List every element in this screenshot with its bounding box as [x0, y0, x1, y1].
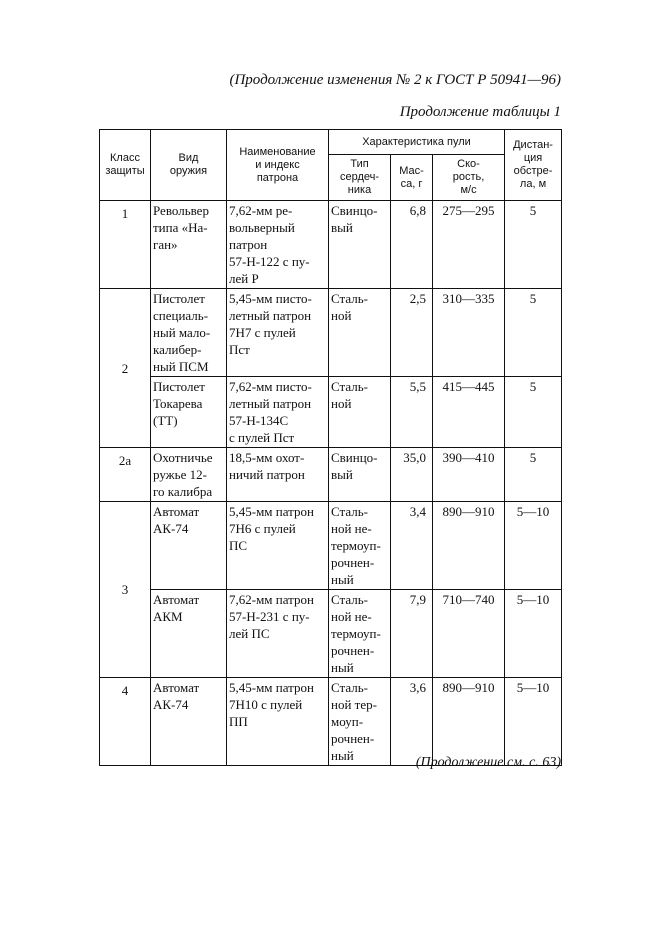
speed-cell: 310—335 — [433, 289, 505, 377]
cartridge-cell: 5,45-мм патрон 7Н10 с пулей ПП — [227, 678, 329, 766]
distance-cell: 5 — [505, 201, 562, 289]
table-header — [100, 130, 562, 201]
core-cell: Сталь- ной тер- моуп- рочнен- ный — [329, 678, 391, 766]
speed-cell: 890—910 — [433, 502, 505, 590]
table-row — [100, 502, 562, 590]
speed-cell: 390—410 — [433, 448, 505, 502]
cartridge-cell: 7,62-мм ре- вольверный патрон 57-Н-122 с пу- лей Р — [227, 201, 329, 289]
mass-cell: 3,4 — [391, 502, 433, 590]
core-cell: Сталь- ной не- термоуп- рочнен- ный — [329, 502, 391, 590]
class-cell: 2 — [100, 289, 151, 448]
table-row — [100, 678, 562, 766]
class-cell: 2а — [100, 448, 151, 502]
table-row — [100, 289, 562, 377]
core-cell: Свинцо- вый — [329, 201, 391, 289]
mass-cell: 35,0 — [391, 448, 433, 502]
weapon-cell: Пистолет специаль- ный мало- калибер- ный ПСМ — [151, 289, 227, 377]
cartridge-cell: 18,5-мм охот- ничий патрон — [227, 448, 329, 502]
core-cell: Сталь- ной — [329, 377, 391, 448]
mass-cell: 6,8 — [391, 201, 433, 289]
header-mass: Мас- са, г — [391, 155, 433, 201]
header-weapon: Вид оружия — [151, 130, 227, 201]
mass-cell: 7,9 — [391, 590, 433, 678]
header-class: Класс защиты — [100, 130, 151, 201]
header-distance: Дистан- ция обстре- ла, м — [505, 130, 562, 201]
table-row — [100, 377, 562, 448]
cartridge-cell: 7,62-мм патрон 57-Н-231 с пу- лей ПС — [227, 590, 329, 678]
weapon-cell: Автомат АКМ — [151, 590, 227, 678]
distance-cell: 5 — [505, 377, 562, 448]
weapon-cell: Автомат АК-74 — [151, 502, 227, 590]
amendment-continuation-header: (Продолжение изменения № 2 к ГОСТ Р 50941—96) — [229, 72, 561, 88]
cartridge-cell: 7,62-мм писто- летный патрон 57-Н-134С с пулей Пст — [227, 377, 329, 448]
mass-cell: 3,6 — [391, 678, 433, 766]
speed-cell: 890—910 — [433, 678, 505, 766]
distance-cell: 5—10 — [505, 502, 562, 590]
continuation-footer: (Продолжение см. с. 63) — [415, 755, 561, 770]
weapon-cell: Автомат АК-74 — [151, 678, 227, 766]
core-cell: Сталь- ной — [329, 289, 391, 377]
header-cartridge: Наименование и индекс патрона — [227, 130, 329, 201]
distance-cell: 5—10 — [505, 678, 562, 766]
weapon-cell: Пистолет Токарева (ТТ) — [151, 377, 227, 448]
distance-cell: 5 — [505, 289, 562, 377]
header-bullet-characteristics: Характеристика пули — [329, 130, 505, 155]
weapon-cell: Охотничье ружье 12- го калибра — [151, 448, 227, 502]
weapon-cell: Револьвер типа «На- ган» — [151, 201, 227, 289]
table-row — [100, 448, 562, 502]
core-cell: Сталь- ной не- термоуп- рочнен- ный — [329, 590, 391, 678]
mass-cell: 5,5 — [391, 377, 433, 448]
class-cell: 3 — [100, 502, 151, 678]
speed-cell: 710—740 — [433, 590, 505, 678]
distance-cell: 5 — [505, 448, 562, 502]
table-row — [100, 201, 562, 289]
protection-class-table — [99, 129, 562, 766]
class-cell: 1 — [100, 201, 151, 289]
header-core-type: Тип сердеч- ника — [329, 155, 391, 201]
mass-cell: 2,5 — [391, 289, 433, 377]
header-speed: Ско- рость, м/с — [433, 155, 505, 201]
speed-cell: 415—445 — [433, 377, 505, 448]
table-row — [100, 590, 562, 678]
core-cell: Свинцо- вый — [329, 448, 391, 502]
distance-cell: 5—10 — [505, 590, 562, 678]
cartridge-cell: 5,45-мм писто- летный патрон 7Н7 с пулей Пст — [227, 289, 329, 377]
cartridge-cell: 5,45-мм патрон 7Н6 с пулей ПС — [227, 502, 329, 590]
speed-cell: 275—295 — [433, 201, 505, 289]
class-cell: 4 — [100, 678, 151, 766]
table-continuation-label: Продолжение таблицы 1 — [399, 104, 561, 120]
